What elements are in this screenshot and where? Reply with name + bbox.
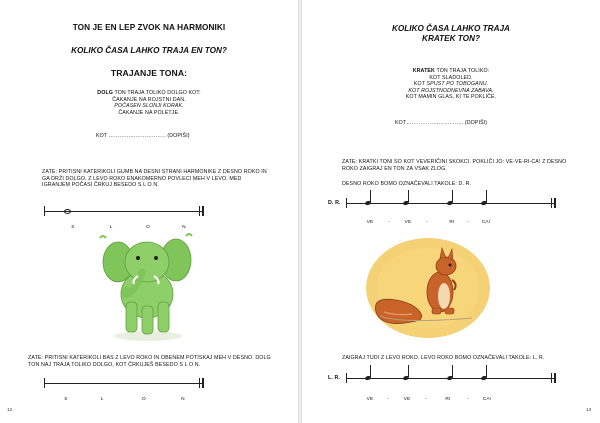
left-page-number: 12: [7, 408, 13, 413]
left-kot-line: KOT ………………………….. (DOPIŠI): [96, 133, 190, 139]
right-staff-1-syllable: VE: [404, 220, 412, 225]
quarter-note-stem: [452, 190, 453, 202]
kratek-example-2: KOT SPUST PO TOBOGANU.: [413, 81, 489, 88]
left-staff-2-start-bar: [44, 378, 45, 388]
left-subtitle: TRAJANJE TONA:: [110, 68, 188, 78]
dolg-block: [40, 90, 258, 116]
right-staff-2-syllable: RI: [445, 397, 451, 402]
right-staff-2-label: L. R.: [328, 375, 340, 381]
left-question: KOLIKO ČASA LAHKO TRAJA EN TON?: [71, 46, 227, 55]
left-staff-1-syllable: N: [182, 225, 186, 230]
kratek-example-3: KOT ROJSTNODNEVNA ZABAVA.: [408, 87, 494, 94]
left-staff-1-syllable: L: [109, 225, 113, 230]
right-hand-label-line: DESNO ROKO BOMO OZNAČEVALI TAKOLE: D. R.: [342, 181, 472, 187]
right-question-2: KRATEK TON?: [422, 34, 480, 43]
right-staff-1-syllable: CA!: [481, 220, 491, 225]
dolg-example-1: ČAKANJE NA ROJSTNI DAN.: [112, 96, 186, 103]
right-task-1: ZATE: KRATKI TONI SO KOT VEVERIČINI SKOKCI. POKLIČI JO: VE-VE-RI-CA! Z DESNO ROKO ZAIGRAJ EN TON ZA VSAK ZLOG.: [342, 159, 567, 172]
kratek-intro-rest: TON TRAJA TOLIKO:: [434, 68, 490, 74]
right-page: [302, 0, 600, 423]
quarter-note-stem: [370, 190, 371, 202]
dolg-intro: [40, 90, 258, 97]
left-staff-2-end-bar: [199, 378, 200, 388]
quarter-note-stem: [486, 365, 487, 377]
elephant-illustration: [98, 232, 194, 348]
kratek-example-4: KOT MAMIN GLAS, KI TE POKLIČE.: [405, 94, 497, 101]
left-staff-2-syllable: N: [181, 397, 185, 402]
kratek-example-1: KOT SLADOLED.: [429, 74, 473, 81]
right-staff-2-syllable: -: [467, 397, 469, 402]
quarter-note-stem: [408, 190, 409, 202]
right-staff-1-syllable: RI: [449, 220, 455, 225]
right-staff-1-syllable: -: [388, 220, 390, 225]
left-staff-2-syllable: O: [142, 397, 146, 402]
left-staff-1-final-bar: [202, 206, 204, 216]
left-staff-1-end-bar: [199, 206, 200, 216]
kratek-word: KRATEK: [412, 68, 435, 74]
right-staff-2-syllable: VE: [403, 397, 411, 402]
dolg-example-3: ČAKANJE NA POLETJE.: [118, 109, 180, 116]
right-staff-2-syllable: CA!: [482, 397, 492, 402]
left-staff-1-start-bar: [44, 206, 45, 216]
quarter-note-stem: [370, 365, 371, 377]
whole-note: [64, 209, 71, 214]
right-staff-1-syllable: -: [467, 220, 469, 225]
right-staff-2-syllable: -: [387, 397, 389, 402]
right-staff-2-syllable: -: [425, 397, 427, 402]
left-staff-1-syllable: O: [146, 225, 150, 230]
right-staff-1-syllable: -: [426, 220, 428, 225]
right-staff-2-syllable: VE: [366, 397, 374, 402]
right-staff-2-final-bar: [554, 373, 556, 383]
left-staff-1-syllable: S: [71, 225, 75, 230]
right-staff-2-end-bar: [551, 373, 552, 383]
right-task-2: ZAIGRAJ TUDI Z LEVO ROKO. LEVO ROKO BOMO OZNAČEVALI TAKOLE: L. R.: [342, 355, 545, 361]
right-kot-line: KOT………………………….. (DOPIŠI): [395, 120, 488, 126]
right-staff-2-start-bar: [346, 373, 347, 383]
quarter-note-stem: [452, 365, 453, 377]
right-staff-1-start-bar: [346, 198, 347, 208]
quarter-note-stem: [486, 190, 487, 202]
left-staff-2-final-bar: [202, 378, 204, 388]
dolg-word: DOLG: [97, 90, 113, 96]
quarter-note-stem: [408, 365, 409, 377]
left-task-2: ZATE: PRITISNI KATERIKOLI BAS Z LEVO ROKO IN OBENEM POTISKAJ MEH V DESNO. DOLG TON NAJ TRAJA TOLIKO DOLGO, KOT ČRKUJEŠ BESEDO S L O N.: [28, 355, 271, 368]
right-staff-1-label: D. R.: [328, 200, 341, 206]
squirrel-illustration: [362, 234, 494, 342]
left-page: [0, 0, 298, 423]
right-question: KOLIKO ČASA LAHKO TRAJA: [392, 24, 510, 33]
left-staff-2-syllable: L: [100, 397, 104, 402]
kratek-intro: [342, 68, 560, 75]
left-title: TON JE EN LEP ZVOK NA HARMONIKI: [72, 23, 226, 32]
right-staff-1-syllable: VE: [366, 220, 374, 225]
right-staff-1-end-bar: [551, 198, 552, 208]
right-staff-1-final-bar: [554, 198, 556, 208]
dolg-example-2: POČASEN SLONJI KORAK.: [114, 103, 184, 110]
right-page-number: 13: [586, 408, 592, 413]
dolg-intro-rest: TON TRAJA TOLIKO DOLGO KOT:: [113, 90, 201, 96]
left-staff-2-syllable: S: [64, 397, 68, 402]
left-task-1: ZATE: PRITISNI KATERIKOLI GUMB NA DESNI STRANI HARMONIKE Z DESNO ROKO IN GA DRŽI DOLGO. Z LEVO ROKO ENAKOMERNO POVLECI MEH V LEVO. MED IGRANJEM POČASI ČRKUJ BESEDO S L O N.: [42, 169, 267, 189]
kratek-block: [342, 68, 560, 101]
left-staff-2-line: [44, 383, 204, 384]
